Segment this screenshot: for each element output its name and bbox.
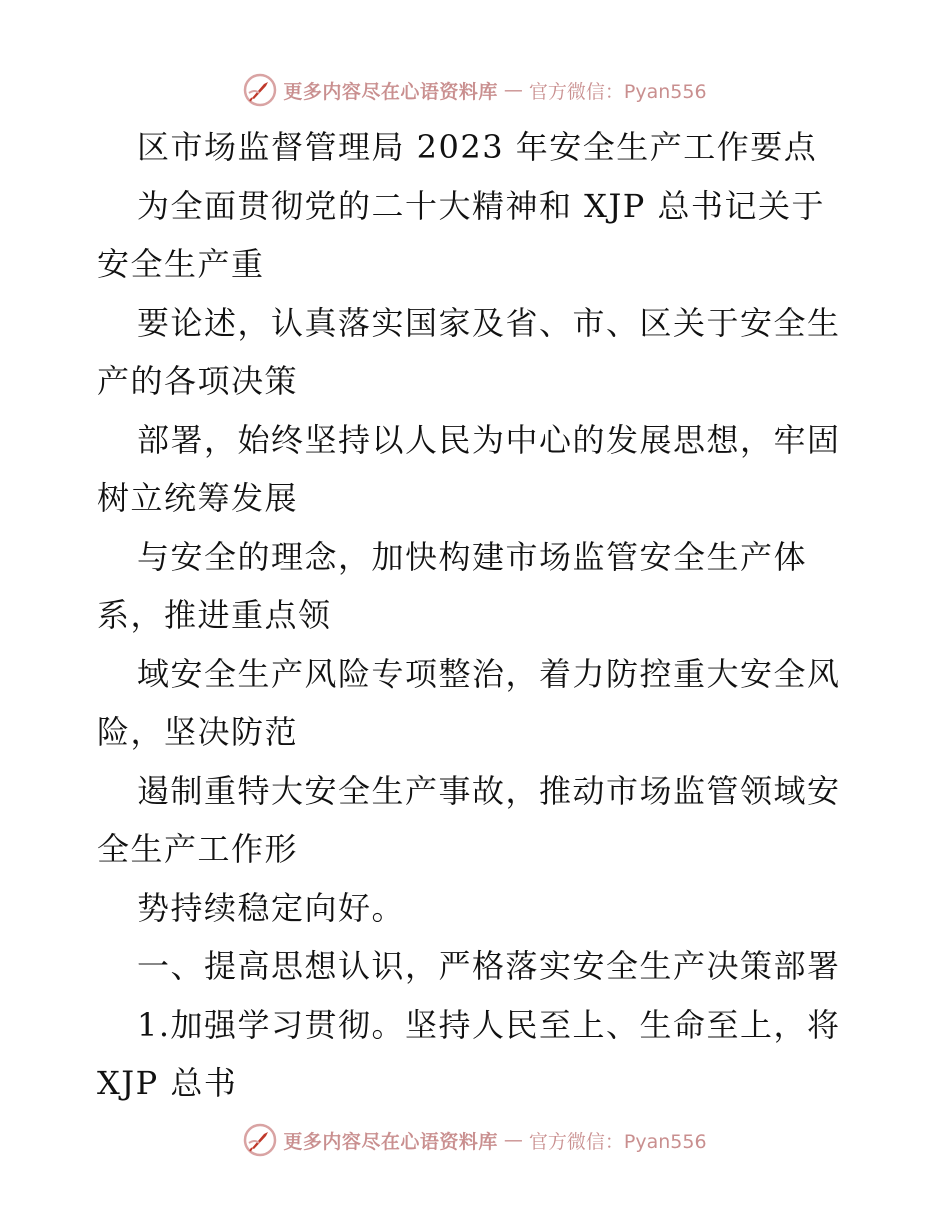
paragraph-line: 域安全生产风险专项整治，着力防控重大安全风 bbox=[137, 654, 841, 693]
watermark-brand-text: 更多内容尽在心语资料库 bbox=[283, 1130, 498, 1153]
watermark-separator: — bbox=[503, 79, 523, 101]
document-body bbox=[97, 118, 867, 1113]
quill-pen-logo-icon bbox=[243, 73, 277, 107]
paragraph-line: 与安全的理念，加快构建市场监管安全生产体 bbox=[137, 537, 808, 576]
paragraph-line: 为全面贯彻党的二十大精神和 XJP 总书记关于 bbox=[137, 186, 825, 225]
paragraph-line: 险，坚决防范 bbox=[97, 713, 299, 751]
paragraph-line: 部署，始终坚持以人民为中心的发展思想，牢固 bbox=[137, 420, 841, 459]
paragraph-line: 树立统筹发展 bbox=[97, 479, 299, 517]
paragraph-line: 安全生产重 bbox=[97, 245, 265, 283]
paragraph-line: 一、提高思想认识，严格落实安全生产决策部署 bbox=[137, 947, 841, 985]
paragraph-line: 全生产工作形 bbox=[97, 830, 299, 868]
quill-pen-logo-icon bbox=[243, 1123, 277, 1157]
paragraph-line: 要论述，认真落实国家及省、市、区关于安全生 bbox=[137, 303, 841, 342]
watermark-separator: — bbox=[503, 1129, 523, 1151]
header-watermark bbox=[0, 70, 950, 110]
watermark-wechat-text: 官方微信：Pyan556 bbox=[528, 80, 707, 103]
paragraph-line: XJP 总书 bbox=[97, 1064, 238, 1102]
paragraph-line: 势持续稳定向好。 bbox=[137, 888, 406, 927]
watermark-wechat-text: 官方微信：Pyan556 bbox=[528, 1130, 707, 1153]
paragraph-line: 遏制重特大安全生产事故，推动市场监管领域安 bbox=[137, 771, 841, 810]
paragraph-line: 系，推进重点领 bbox=[97, 596, 332, 634]
footer-watermark bbox=[0, 1120, 950, 1160]
paragraph-line: 产的各项决策 bbox=[97, 362, 299, 400]
document-title: 区市场监督管理局 2023 年安全生产工作要点 bbox=[137, 128, 818, 166]
watermark-brand-text: 更多内容尽在心语资料库 bbox=[283, 80, 498, 103]
paragraph-line: 1.加强学习贯彻。坚持人民至上、生命至上，将 bbox=[137, 1005, 841, 1044]
